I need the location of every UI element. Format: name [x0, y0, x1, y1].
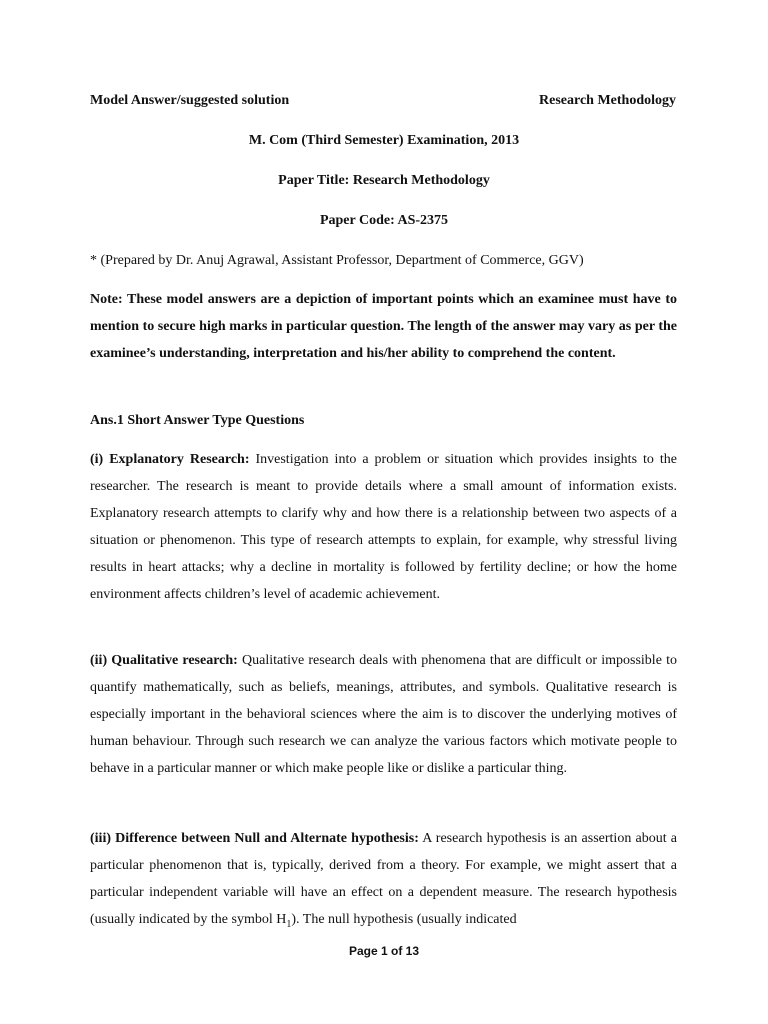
- paper-code: Paper Code: AS-2375: [319, 213, 449, 228]
- answer-text: Qualitative research deals with phenomena that are difficult or impossible to quantify mathematically, such as beliefs, meanings, attributes, and symbols. Qualitative research is especially important in the behavioral sciences where the aim is to discover the underlying motives of human behaviour. Through such research we can analyze the various factors which motivate people to behave in a particular manner or which make people like or dislike a particular thing.: [90, 653, 677, 776]
- header-right: Research Methodology: [539, 93, 676, 108]
- subscript: 1: [286, 918, 292, 930]
- page-footer: Page 1 of 13: [348, 944, 420, 958]
- answer-text: Investigation into a problem or situation which provides insights to the researcher. The research is meant to provide details where a small amount of information exists. Explanatory research attempts to clarify why and how there is a relationship between two aspects of a situation or phenomenon. This type of research attempts to explain, for example, why stressful living results in heart attacks; why a decline in mortality is followed by fertility decline; or how the home environment affects children’s level of academic achievement.: [90, 452, 677, 602]
- answer-qualitative-research: [90, 647, 677, 782]
- answer-explanatory-research: [90, 446, 677, 608]
- answer-text-continued: ). The null hypothesis (usually indicated: [291, 912, 517, 927]
- section-heading: Ans.1 Short Answer Type Questions: [90, 413, 305, 428]
- header-left: Model Answer/suggested solution: [90, 93, 290, 108]
- prepared-by: * (Prepared by Dr. Anuj Agrawal, Assistant Professor, Department of Commerce, GGV): [90, 253, 584, 268]
- paper-title: Paper Title: Research Methodology: [278, 173, 490, 188]
- exam-title: M. Com (Third Semester) Examination, 2013: [248, 133, 520, 148]
- answer-label: (i) Explanatory Research:: [90, 452, 250, 467]
- answer-label: (ii) Qualitative research:: [90, 653, 238, 668]
- answer-null-alternate-hypothesis: [90, 825, 677, 938]
- answer-text: A research hypothesis is an assertion about a particular phenomenon that is, typically, derived from a theory. For example, we might assert that a particular independent variable will have an effect on a dependent measure. The research hypothesis (usually indicated by the symbol H: [90, 831, 677, 927]
- answer-label: (iii) Difference between Null and Alternate hypothesis:: [90, 831, 419, 846]
- note-paragraph: Note: These model answers are a depiction of important points which an examinee must have to mention to secure high marks in particular question. The length of the answer may vary as per the examinee’s understanding, interpretation and his/her ability to comprehend the content.: [90, 292, 677, 361]
